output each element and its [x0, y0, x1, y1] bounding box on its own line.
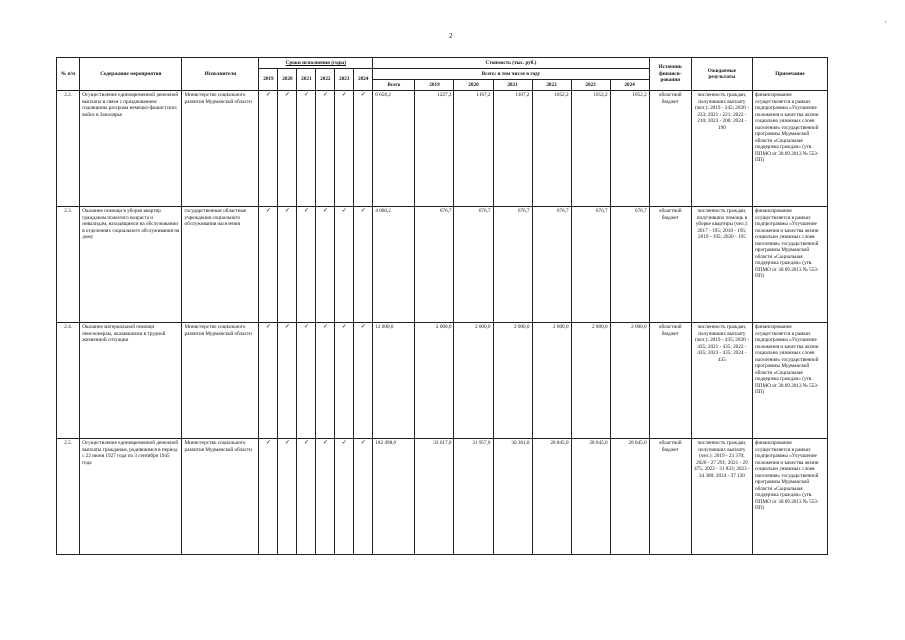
row-value: 31 957,0: [454, 439, 493, 555]
header-year: 2019: [259, 69, 278, 91]
header-year: 2023: [335, 69, 354, 91]
header-cost-year: 2019: [415, 80, 454, 91]
year-check: ✓: [259, 439, 278, 555]
row-value: 2 000,0: [493, 323, 532, 439]
year-check: ✓: [297, 323, 316, 439]
year-check: ✓: [316, 207, 335, 323]
row-note: финансирование осуществляется в рамках подпрограммы «Улучшение положения и качества жизни социально уязвимых слоев населения» государственной программы Мурманской области «Социальная поддержка граждан» (утв. ППМО от 30.09.2013 № 553-ПП): [752, 207, 827, 323]
row-executor: Министерство социального развития Мурманской области: [182, 439, 259, 555]
row-value: 28 845,0: [571, 439, 610, 555]
year-check: ✓: [354, 207, 373, 323]
year-check: ✓: [354, 323, 373, 439]
table-row: [57, 91, 828, 207]
table-row: [57, 439, 828, 555]
header-total: Всего: [373, 80, 415, 91]
header-cost: Стоимость (тыс. руб.): [373, 58, 649, 69]
year-check: ✓: [297, 207, 316, 323]
header-note: Примечание: [752, 58, 827, 91]
year-check: ✓: [259, 91, 278, 207]
header-source: Источник финанси-рования: [649, 58, 691, 91]
header-executor: Исполнители: [182, 58, 259, 91]
year-check: ✓: [278, 439, 297, 555]
row-num: 2.5.: [57, 439, 80, 555]
corner-mark: ·: [884, 18, 887, 27]
year-check: ✓: [297, 91, 316, 207]
row-value: 1107,2: [493, 91, 532, 207]
row-content: Оказание помощи в уборке квартир гражданам пожилого возраста и инвалидам, находящимся на обслуживании в отделениях социального обслуживания на дому: [80, 207, 182, 323]
row-value: 2 000,0: [571, 323, 610, 439]
header-year: 2024: [354, 69, 373, 91]
header-content: Содержание мероприятия: [80, 58, 182, 91]
header-cost-year: 2022: [532, 80, 571, 91]
row-value: 2 000,0: [454, 323, 493, 439]
year-check: ✓: [278, 207, 297, 323]
row-note: финансирование осуществляется в рамках подпрограммы «Улучшение положения и качества жизни социально уязвимых слоев населения» государственной программы Мурманской области «Социальная поддержка граждан» (утв. ППМО от 30.09.2013 № 553-ПП): [752, 323, 827, 439]
table-row: [57, 323, 828, 439]
row-total: 4 060,2: [373, 207, 415, 323]
row-content: Оказание материальной помощи пенсионерам, оказавшимся в трудной жизненной ситуации: [80, 323, 182, 439]
row-num: 2.3.: [57, 207, 80, 323]
table-row: [57, 207, 828, 323]
row-value: 1167,2: [454, 91, 493, 207]
header-results: Ожидаемые результаты: [691, 58, 752, 91]
measures-table: [56, 57, 828, 555]
row-results: численность граждан, получивших выплату (чел.): 2019 - 435; 2020 - 435; 2021 - 435; 2022 - 435; 2023 - 435; 2024 - 435: [691, 323, 752, 439]
row-executor: государственные областные учреждения социального обслуживания населения: [182, 207, 259, 323]
row-value: 1052,2: [610, 91, 649, 207]
row-source: областной бюджет: [649, 323, 691, 439]
header-year: 2022: [316, 69, 335, 91]
header-year: 2021: [297, 69, 316, 91]
header-terms: Сроки исполнения (годы): [259, 58, 373, 69]
header-cost-year: 2020: [454, 80, 493, 91]
header-year: 2020: [278, 69, 297, 91]
row-value: 30 361,0: [493, 439, 532, 555]
row-value: 676,7: [454, 207, 493, 323]
year-check: ✓: [335, 439, 354, 555]
year-check: ✓: [335, 207, 354, 323]
row-total: 6 658,2: [373, 91, 415, 207]
row-value: 2 000,0: [532, 323, 571, 439]
row-executor: Министерство социального развития Мурманской области: [182, 323, 259, 439]
year-check: ✓: [354, 439, 373, 555]
row-note: финансирование осуществляется в рамках подпрограммы «Улучшение положения и качества жизни социально уязвимых слоев населения» государственной программы Мурманской области «Социальная поддержка граждан» (утв. ППМО от 30.09.2013 № 553-ПП): [752, 439, 827, 555]
row-value: 676,7: [571, 207, 610, 323]
year-check: ✓: [335, 323, 354, 439]
header-cost-sub: Всего: в том числе в году: [373, 69, 649, 80]
year-check: ✓: [335, 91, 354, 207]
row-value: 1227,2: [415, 91, 454, 207]
row-value: 676,7: [610, 207, 649, 323]
row-results: численность граждан, получивших выплату (чел.): 2019 - 245; 2020 - 233; 2021 - 221; 2022 - 210; 2023 - 200; 2024 - 190: [691, 91, 752, 207]
row-value: 2 000,0: [610, 323, 649, 439]
header-cost-year: 2023: [571, 80, 610, 91]
row-total: 12 000,0: [373, 323, 415, 439]
year-check: ✓: [354, 91, 373, 207]
row-value: 676,7: [415, 207, 454, 323]
row-source: областной бюджет: [649, 439, 691, 555]
year-check: ✓: [259, 207, 278, 323]
year-check: ✓: [259, 323, 278, 439]
year-check: ✓: [316, 323, 335, 439]
year-check: ✓: [278, 91, 297, 207]
row-results: численность граждан, получивших помощь в уборке квартиры (чел.): 2017 - 195; 2018 - 195; 2019 - 195; 2020 - 195: [691, 207, 752, 323]
row-value: 1052,2: [571, 91, 610, 207]
row-note: финансирование осуществляется в рамках подпрограммы «Улучшение положения и качества жизни социально уязвимых слоев населения» государственной программы Мурманской области «Социальная поддержка граждан» (утв. ППМО от 30.09.2013 № 553-ПП): [752, 91, 827, 207]
row-total: 182 498,0: [373, 439, 415, 555]
row-num: 2.4.: [57, 323, 80, 439]
row-value: 676,7: [532, 207, 571, 323]
page-number: 2: [449, 32, 453, 40]
row-content: Осуществление единовременной денежной выплаты гражданам, родившимся в период с 22 июня 1927 года по 3 сентября 1945 года: [80, 439, 182, 555]
row-value: 33 617,0: [415, 439, 454, 555]
row-value: 28 845,0: [610, 439, 649, 555]
row-results: численность граждан, получивших выплату (чел.): 2019 - 23 370; 2020 - 27 291; 2021 - 29 475; 2022 - 31 833; 2023 - 34 380; 2024 - 37 130: [691, 439, 752, 555]
row-value: 2 000,0: [415, 323, 454, 439]
row-value: 28 845,0: [532, 439, 571, 555]
year-check: ✓: [278, 323, 297, 439]
header-cost-year: 2024: [610, 80, 649, 91]
year-check: ✓: [297, 439, 316, 555]
year-check: ✓: [316, 439, 335, 555]
row-source: областной бюджет: [649, 207, 691, 323]
row-num: 2.2.: [57, 91, 80, 207]
row-value: 676,7: [493, 207, 532, 323]
header-num: № п/п: [57, 58, 80, 91]
row-executor: Министерство социального развития Мурманской области: [182, 91, 259, 207]
header-cost-year: 2021: [493, 80, 532, 91]
row-source: областной бюджет: [649, 91, 691, 207]
row-content: Осуществление единовременной денежной выплаты в связи с празднованием годовщины разгрома немецко-фашистских войск в Заполярье: [80, 91, 182, 207]
row-value: 1052,2: [532, 91, 571, 207]
year-check: ✓: [316, 91, 335, 207]
